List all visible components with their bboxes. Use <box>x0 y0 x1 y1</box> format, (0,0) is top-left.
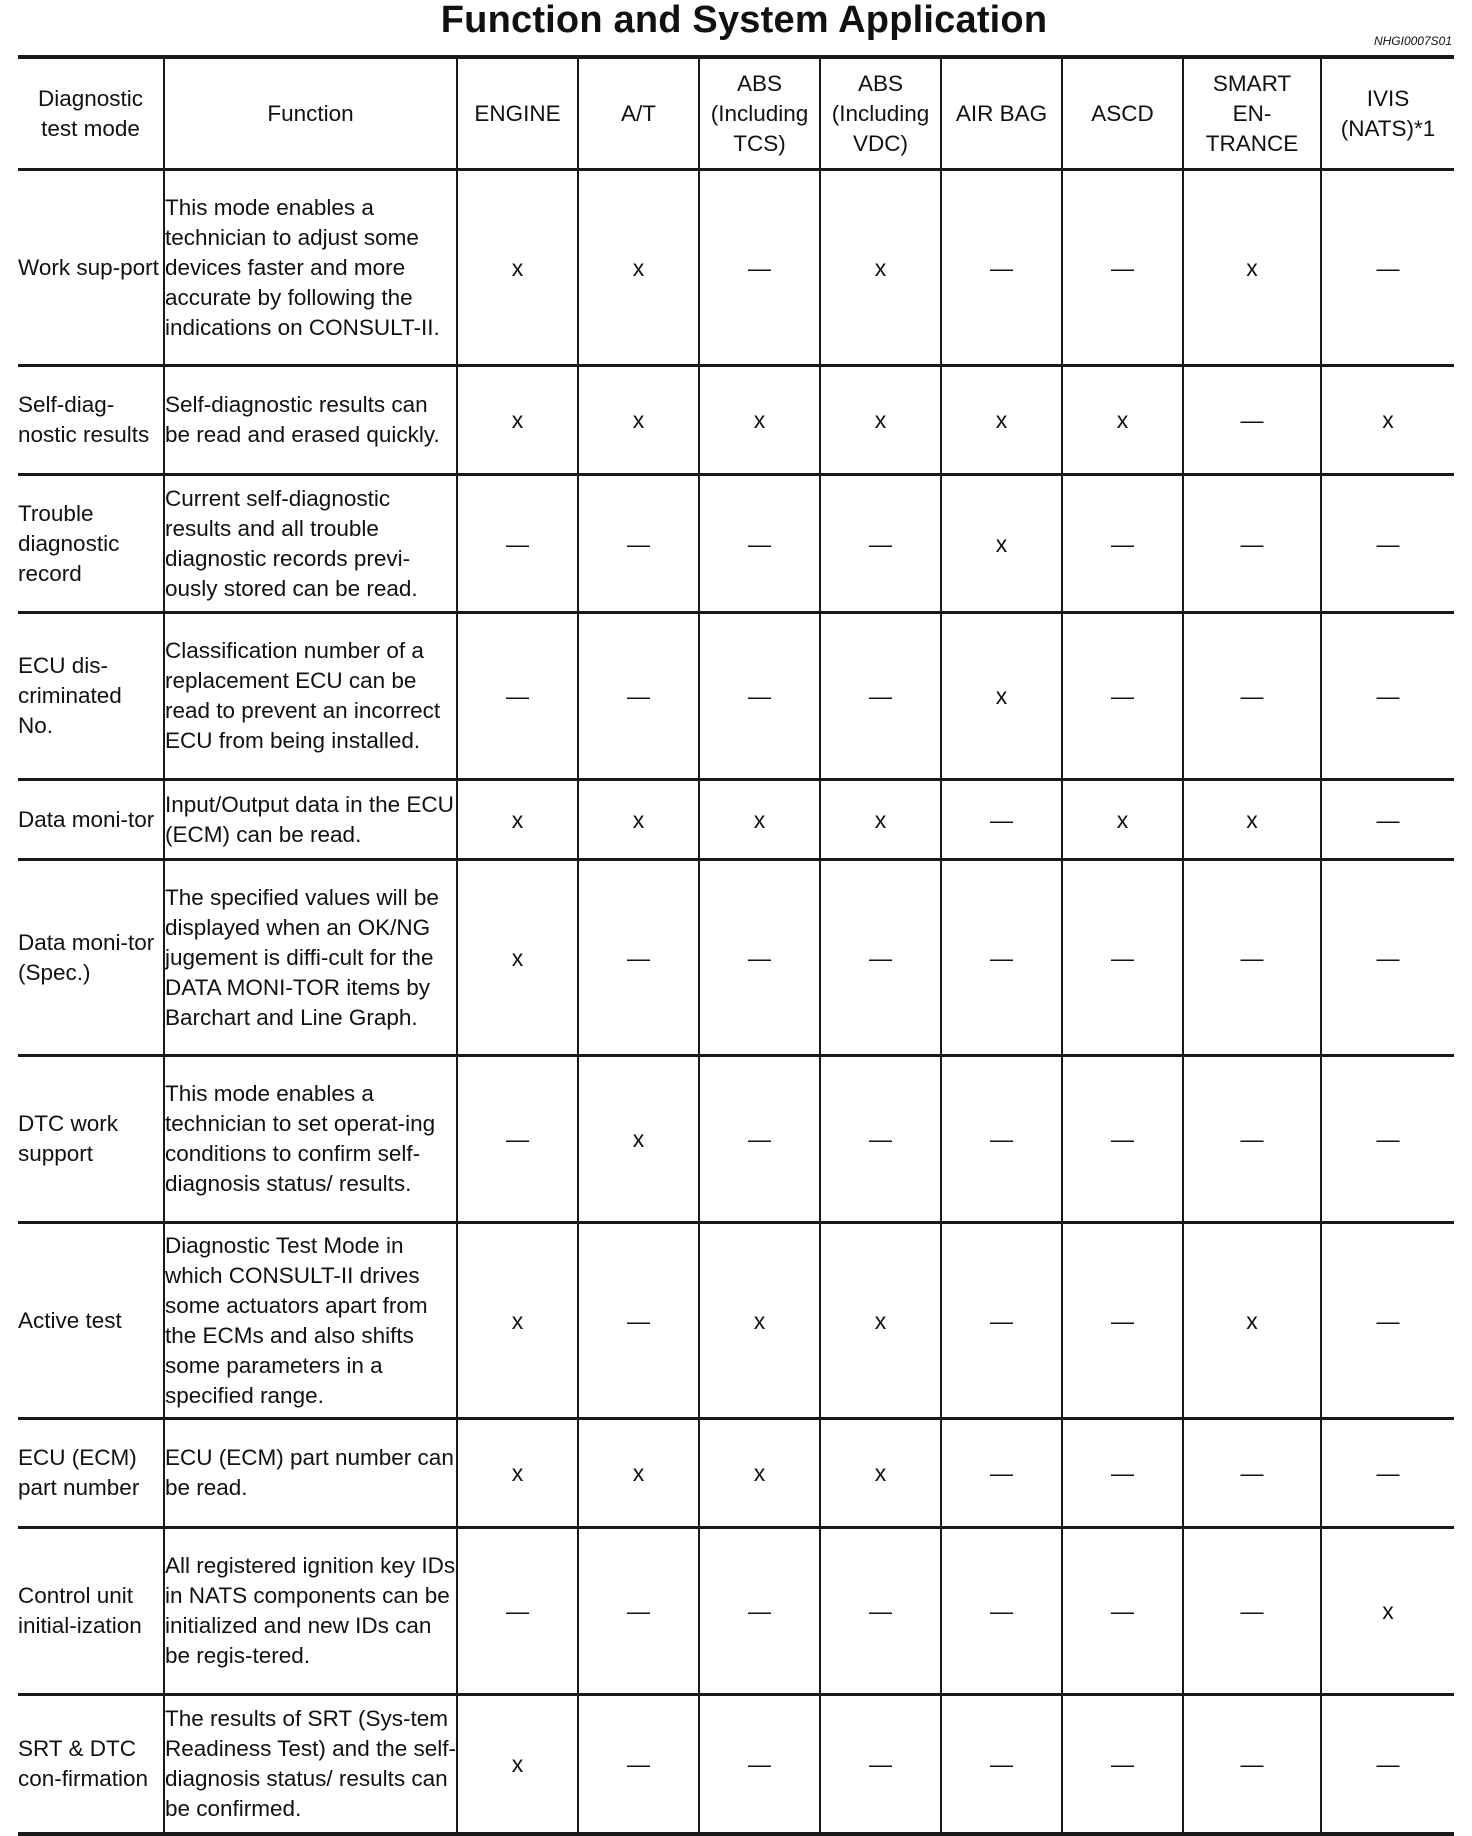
header-row <box>18 57 1454 170</box>
applicable-mark: x <box>699 1223 820 1419</box>
not-applicable-mark: — <box>1062 613 1183 780</box>
diagnostic-mode-cell: DTC work support <box>18 1056 164 1223</box>
applicable-mark: x <box>1062 366 1183 475</box>
not-applicable-mark: — <box>1321 1056 1454 1223</box>
not-applicable-mark: — <box>1321 1223 1454 1419</box>
not-applicable-mark: — <box>1183 1528 1321 1695</box>
not-applicable-mark: — <box>1183 613 1321 780</box>
not-applicable-mark: — <box>820 613 941 780</box>
applicable-mark: x <box>578 366 699 475</box>
not-applicable-mark: — <box>941 780 1062 860</box>
not-applicable-mark: — <box>457 475 578 613</box>
applicable-mark: x <box>1183 170 1321 366</box>
not-applicable-mark: — <box>820 1695 941 1834</box>
function-description-cell: ECU (ECM) part number can be read. <box>164 1419 457 1528</box>
diagnostic-mode-cell: SRT & DTC con-firmation <box>18 1695 164 1834</box>
not-applicable-mark: — <box>457 613 578 780</box>
applicable-mark: x <box>820 366 941 475</box>
function-description-cell: This mode enables a technician to set operat-ing conditions to confirm self-diagnosis status/ results. <box>164 1056 457 1223</box>
not-applicable-mark: — <box>699 1528 820 1695</box>
not-applicable-mark: — <box>1321 780 1454 860</box>
not-applicable-mark: — <box>1321 860 1454 1056</box>
table-row <box>18 475 1454 613</box>
table-row <box>18 1419 1454 1528</box>
not-applicable-mark: — <box>699 613 820 780</box>
not-applicable-mark: — <box>1183 1419 1321 1528</box>
not-applicable-mark: — <box>1062 170 1183 366</box>
table-row <box>18 170 1454 366</box>
not-applicable-mark: — <box>578 1528 699 1695</box>
not-applicable-mark: — <box>820 860 941 1056</box>
applicable-mark: x <box>1062 780 1183 860</box>
function-description-cell: Current self-diagnostic results and all trouble diagnostic records previ-ously stored can be read. <box>164 475 457 613</box>
not-applicable-mark: — <box>820 1056 941 1223</box>
applicable-mark: x <box>457 1419 578 1528</box>
function-description-cell: The specified values will be displayed when an OK/NG jugement is diffi-cult for the DATA MONI-TOR items by Barchart and Line Graph. <box>164 860 457 1056</box>
diagnostic-mode-cell: ECU dis-criminated No. <box>18 613 164 780</box>
not-applicable-mark: — <box>941 1056 1062 1223</box>
document-reference-code: NHGI0007S01 <box>1373 34 1452 48</box>
applicable-mark: x <box>457 860 578 1056</box>
applicable-mark: x <box>1183 1223 1321 1419</box>
not-applicable-mark: — <box>1321 613 1454 780</box>
applicable-mark: x <box>699 1419 820 1528</box>
applicable-mark: x <box>578 1056 699 1223</box>
function-description-cell: Input/Output data in the ECU (ECM) can be read. <box>164 780 457 860</box>
applicable-mark: x <box>820 780 941 860</box>
not-applicable-mark: — <box>1062 1528 1183 1695</box>
diagnostic-mode-cell: Self-diag-nostic results <box>18 366 164 475</box>
header-function: Function <box>164 57 457 170</box>
not-applicable-mark: — <box>699 170 820 366</box>
table-row <box>18 1528 1454 1695</box>
function-description-cell: All registered ignition key IDs in NATS components can be initialized and new IDs can be regis-tered. <box>164 1528 457 1695</box>
page-title: Function and System Application <box>440 0 1048 41</box>
applicable-mark: x <box>1183 780 1321 860</box>
not-applicable-mark: — <box>1062 1695 1183 1834</box>
applicable-mark: x <box>578 170 699 366</box>
diagnostic-mode-cell: Data moni-tor <box>18 780 164 860</box>
not-applicable-mark: — <box>1321 475 1454 613</box>
not-applicable-mark: — <box>1183 1695 1321 1834</box>
not-applicable-mark: — <box>1062 475 1183 613</box>
function-description-cell: Classification number of a replacement ECU can be read to prevent an incorrect ECU from being installed. <box>164 613 457 780</box>
function-description-cell: The results of SRT (Sys-tem Readiness Test) and the self-diagnosis status/ results can be confirmed. <box>164 1695 457 1834</box>
header-ascd: ASCD <box>1062 57 1183 170</box>
applicable-mark: x <box>941 613 1062 780</box>
not-applicable-mark: — <box>941 1419 1062 1528</box>
not-applicable-mark: — <box>578 475 699 613</box>
table-row <box>18 1223 1454 1419</box>
not-applicable-mark: — <box>1183 1056 1321 1223</box>
not-applicable-mark: — <box>941 1223 1062 1419</box>
not-applicable-mark: — <box>820 475 941 613</box>
header-at: A/T <box>578 57 699 170</box>
not-applicable-mark: — <box>699 1056 820 1223</box>
applicable-mark: x <box>457 1223 578 1419</box>
not-applicable-mark: — <box>457 1056 578 1223</box>
applicable-mark: x <box>699 780 820 860</box>
not-applicable-mark: — <box>1183 475 1321 613</box>
header-engine: ENGINE <box>457 57 578 170</box>
not-applicable-mark: — <box>1321 170 1454 366</box>
applicable-mark: x <box>578 1419 699 1528</box>
not-applicable-mark: — <box>1062 1056 1183 1223</box>
not-applicable-mark: — <box>941 170 1062 366</box>
diagnostic-mode-cell: Work sup-port <box>18 170 164 366</box>
not-applicable-mark: — <box>941 1528 1062 1695</box>
not-applicable-mark: — <box>941 860 1062 1056</box>
not-applicable-mark: — <box>699 475 820 613</box>
applicable-mark: x <box>820 1223 941 1419</box>
diagnostic-mode-cell: Trouble diagnostic record <box>18 475 164 613</box>
applicable-mark: x <box>457 170 578 366</box>
not-applicable-mark: — <box>941 1695 1062 1834</box>
header-air-bag: AIR BAG <box>941 57 1062 170</box>
function-system-application-table <box>18 55 1454 1836</box>
applicable-mark: x <box>699 366 820 475</box>
not-applicable-mark: — <box>1062 1419 1183 1528</box>
table-row <box>18 1056 1454 1223</box>
not-applicable-mark: — <box>1183 366 1321 475</box>
table-row <box>18 366 1454 475</box>
not-applicable-mark: — <box>578 613 699 780</box>
table-row <box>18 613 1454 780</box>
header-diagnostic-test-mode: Diagnostic test mode <box>18 57 164 170</box>
not-applicable-mark: — <box>699 1695 820 1834</box>
table-row <box>18 860 1454 1056</box>
applicable-mark: x <box>820 170 941 366</box>
not-applicable-mark: — <box>1321 1695 1454 1834</box>
not-applicable-mark: — <box>699 860 820 1056</box>
header-abs-tcs: ABS (Including TCS) <box>699 57 820 170</box>
applicable-mark: x <box>941 475 1062 613</box>
table-row <box>18 780 1454 860</box>
diagnostic-mode-cell: ECU (ECM) part number <box>18 1419 164 1528</box>
applicable-mark: x <box>1321 1528 1454 1695</box>
applicable-mark: x <box>578 780 699 860</box>
not-applicable-mark: — <box>1183 860 1321 1056</box>
header-abs-vdc: ABS (Including VDC) <box>820 57 941 170</box>
diagnostic-mode-cell: Data moni-tor (Spec.) <box>18 860 164 1056</box>
not-applicable-mark: — <box>1062 860 1183 1056</box>
not-applicable-mark: — <box>820 1528 941 1695</box>
applicable-mark: x <box>457 366 578 475</box>
header-ivis-nats: IVIS (NATS)*1 <box>1321 57 1454 170</box>
table-row <box>18 1695 1454 1834</box>
diagnostic-mode-cell: Active test <box>18 1223 164 1419</box>
applicable-mark: x <box>1321 366 1454 475</box>
function-description-cell: This mode enables a technician to adjust some devices faster and more accurate by following the indications on CONSULT-II. <box>164 170 457 366</box>
function-description-cell: Self-diagnostic results can be read and erased quickly. <box>164 366 457 475</box>
applicable-mark: x <box>941 366 1062 475</box>
function-description-cell: Diagnostic Test Mode in which CONSULT-II drives some actuators apart from the ECMs and also shifts some parameters in a specified range. <box>164 1223 457 1419</box>
header-smart-entrance: SMART EN-TRANCE <box>1183 57 1321 170</box>
not-applicable-mark: — <box>578 1695 699 1834</box>
not-applicable-mark: — <box>1321 1419 1454 1528</box>
not-applicable-mark: — <box>578 1223 699 1419</box>
not-applicable-mark: — <box>1062 1223 1183 1419</box>
not-applicable-mark: — <box>457 1528 578 1695</box>
applicable-mark: x <box>457 1695 578 1834</box>
applicable-mark: x <box>820 1419 941 1528</box>
applicable-mark: x <box>457 780 578 860</box>
diagnostic-mode-cell: Control unit initial-ization <box>18 1528 164 1695</box>
not-applicable-mark: — <box>578 860 699 1056</box>
